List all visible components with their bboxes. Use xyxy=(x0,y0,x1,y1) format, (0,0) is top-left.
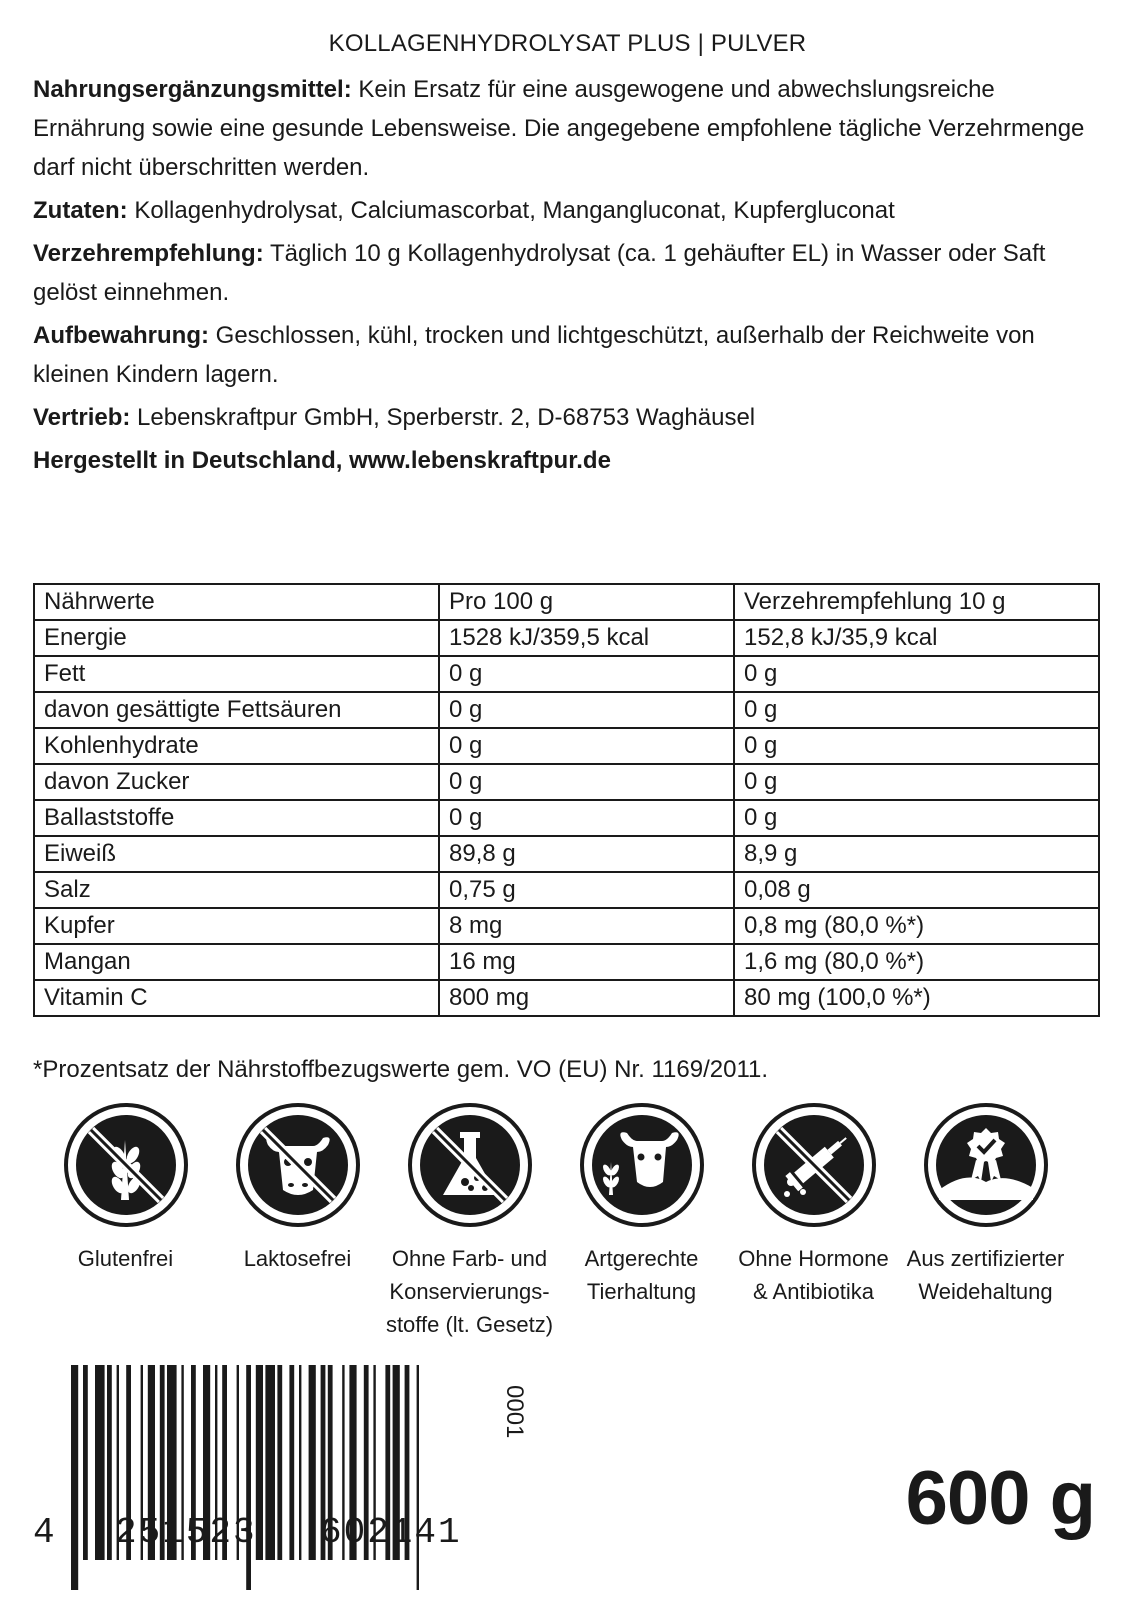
cow-wheat-icon xyxy=(577,1100,707,1230)
table-row xyxy=(34,872,1099,908)
cow-icon xyxy=(233,1100,363,1230)
flask-crossed-icon xyxy=(405,1100,535,1230)
header-cell: Nährwerte xyxy=(34,584,439,620)
recommendation xyxy=(33,234,1093,312)
barcode-right-digits: 602141 xyxy=(320,1512,462,1553)
table-cell: 0 g xyxy=(439,800,734,836)
icon-item-gluten xyxy=(38,1100,213,1275)
ingredients xyxy=(33,191,1093,230)
distribution-text: Lebenskraftpur GmbH, Sperberstr. 2, D-68753 Waghäusel xyxy=(130,404,756,431)
table-row xyxy=(34,800,1099,836)
syringe-crossed-icon xyxy=(749,1100,879,1230)
table-cell: Salz xyxy=(34,872,439,908)
icon-label-line: Laktosefrei xyxy=(243,1246,352,1271)
barcode-left-digits: 251523 xyxy=(115,1512,257,1553)
icon-label-line: Ohne Hormone xyxy=(738,1246,889,1271)
barcode-bar xyxy=(95,1365,105,1560)
distribution-label: Vertrieb: xyxy=(33,404,131,431)
table-cell: 0,8 mg (80,0 %*) xyxy=(734,908,1099,944)
table-cell: Kohlenhydrate xyxy=(34,728,439,764)
barcode-bar xyxy=(246,1365,251,1590)
nutrition-table-body xyxy=(34,584,1099,1016)
header-cell: Pro 100 g xyxy=(439,584,734,620)
table-cell: 0 g xyxy=(439,728,734,764)
table-row xyxy=(34,692,1099,728)
barcode-bar xyxy=(289,1365,294,1560)
table-cell: 8,9 g xyxy=(734,836,1099,872)
table-row xyxy=(34,980,1099,1016)
storage-label: Aufbewahrung: xyxy=(33,322,209,349)
nutrition-table xyxy=(33,583,1100,1017)
recommendation-text: Täglich 10 g Kollagenhydrolysat (ca. 1 gehäufter EL) in Wasser oder Saft gelöst einnehmen. xyxy=(33,240,1046,306)
icon-item-pasture xyxy=(898,1100,1073,1308)
barcode-bar xyxy=(309,1365,316,1560)
barcode-bar xyxy=(71,1365,78,1590)
table-cell: 0 g xyxy=(439,656,734,692)
product-title: KOLLAGENHYDROLYSAT PLUS | PULVER xyxy=(328,30,807,57)
table-row xyxy=(34,728,1099,764)
distribution xyxy=(33,398,1093,437)
icon-row xyxy=(58,1100,1098,1360)
icon-label-line: & Antibiotika xyxy=(752,1279,875,1304)
supplement-text: Kein Ersatz für eine ausgewogene und abwechslungsreiche Ernährung sowie eine gesunde Lebensweise. Die angegebene empfohlene tägliche Verzehrmenge darf nicht überschritten werden. xyxy=(33,76,1085,181)
barcode-bar xyxy=(256,1365,263,1560)
made-in: Hergestellt in Deutschland, www.lebenskraftpur.de xyxy=(33,447,611,474)
table-row xyxy=(34,620,1099,656)
table-row xyxy=(34,836,1099,872)
barcode-bar xyxy=(265,1365,275,1560)
barcode xyxy=(33,1365,513,1590)
net-weight: 600 g xyxy=(905,1456,1095,1541)
table-cell: 0 g xyxy=(734,764,1099,800)
table-cell: 1528 kJ/359,5 kcal xyxy=(439,620,734,656)
table-cell: Mangan xyxy=(34,944,439,980)
table-cell: 0 g xyxy=(734,728,1099,764)
icon-item-preservatives xyxy=(382,1100,557,1341)
icon-label xyxy=(210,1242,385,1275)
icon-label xyxy=(38,1242,213,1275)
table-cell: Ballaststoffe xyxy=(34,800,439,836)
table-cell: 0 g xyxy=(439,692,734,728)
icon-label-line: Glutenfrei xyxy=(77,1246,174,1271)
table-cell: Energie xyxy=(34,620,439,656)
supplement-notice xyxy=(33,70,1093,187)
table-cell: 0,75 g xyxy=(439,872,734,908)
barcode-bar xyxy=(107,1365,112,1560)
barcode-side-code: 0001 xyxy=(501,1385,528,1439)
barcode-bar xyxy=(417,1365,419,1590)
storage-text: Geschlossen, kühl, trocken und lichtgeschützt, außerhalb der Reichweite von kleinen Kindern lagern. xyxy=(33,322,1035,388)
table-cell: 80 mg (100,0 %*) xyxy=(734,980,1099,1016)
icon-item-animal-welfare xyxy=(554,1100,729,1308)
icon-item-lactose xyxy=(210,1100,385,1275)
supplement-label: Nahrungsergänzungsmittel: xyxy=(33,76,352,103)
icon-label-line: Artgerechte xyxy=(584,1246,699,1271)
table-row xyxy=(34,944,1099,980)
product-info xyxy=(33,70,1093,484)
table-cell: Vitamin C xyxy=(34,980,439,1016)
icon-label xyxy=(554,1242,729,1308)
barcode-bar xyxy=(277,1365,282,1560)
table-cell: Fett xyxy=(34,656,439,692)
ingredients-text: Kollagenhydrolysat, Calciumascorbat, Mangangluconat, Kupfergluconat xyxy=(127,197,895,224)
icon-item-hormones xyxy=(726,1100,901,1308)
barcode-first-digit: 4 xyxy=(33,1512,55,1553)
table-cell: davon Zucker xyxy=(34,764,439,800)
icon-label xyxy=(898,1242,1073,1308)
icon-label-line: Weidehaltung xyxy=(918,1279,1053,1304)
icon-label xyxy=(382,1242,557,1341)
table-cell: Eiweiß xyxy=(34,836,439,872)
ingredients-label: Zutaten: xyxy=(33,197,128,224)
icon-label-line: Konservierungs- xyxy=(389,1279,550,1304)
certified-pasture-icon xyxy=(921,1100,1051,1230)
table-cell: 800 mg xyxy=(439,980,734,1016)
storage xyxy=(33,316,1093,394)
icon-label-line: Tierhaltung xyxy=(586,1279,697,1304)
table-row xyxy=(34,908,1099,944)
table-row xyxy=(34,764,1099,800)
table-row xyxy=(34,656,1099,692)
icon-label xyxy=(726,1242,901,1308)
table-cell: 0 g xyxy=(734,656,1099,692)
icon-label-line: stoffe (lt. Gesetz) xyxy=(385,1312,554,1337)
table-cell: 1,6 mg (80,0 %*) xyxy=(734,944,1099,980)
table-cell: 0 g xyxy=(439,764,734,800)
icon-label-line: Aus zertifizierter xyxy=(906,1246,1065,1271)
barcode-bar xyxy=(83,1365,88,1560)
barcode-bar xyxy=(299,1365,301,1560)
header-cell: Verzehrempfehlung 10 g xyxy=(734,584,1099,620)
footnote: *Prozentsatz der Nährstoffbezugswerte gem. VO (EU) Nr. 1169/2011. xyxy=(33,1056,769,1083)
table-cell: 16 mg xyxy=(439,944,734,980)
table-cell: 0,08 g xyxy=(734,872,1099,908)
table-header-row xyxy=(34,584,1099,620)
table-cell: 8 mg xyxy=(439,908,734,944)
table-cell: davon gesättigte Fettsäuren xyxy=(34,692,439,728)
table-cell: 0 g xyxy=(734,800,1099,836)
wheat-crossed-icon xyxy=(61,1100,191,1230)
table-cell: Kupfer xyxy=(34,908,439,944)
recommendation-label: Verzehrempfehlung: xyxy=(33,240,264,267)
table-cell: 152,8 kJ/35,9 kcal xyxy=(734,620,1099,656)
table-cell: 0 g xyxy=(734,692,1099,728)
icon-label-line: Ohne Farb- und xyxy=(391,1246,548,1271)
table-cell: 89,8 g xyxy=(439,836,734,872)
